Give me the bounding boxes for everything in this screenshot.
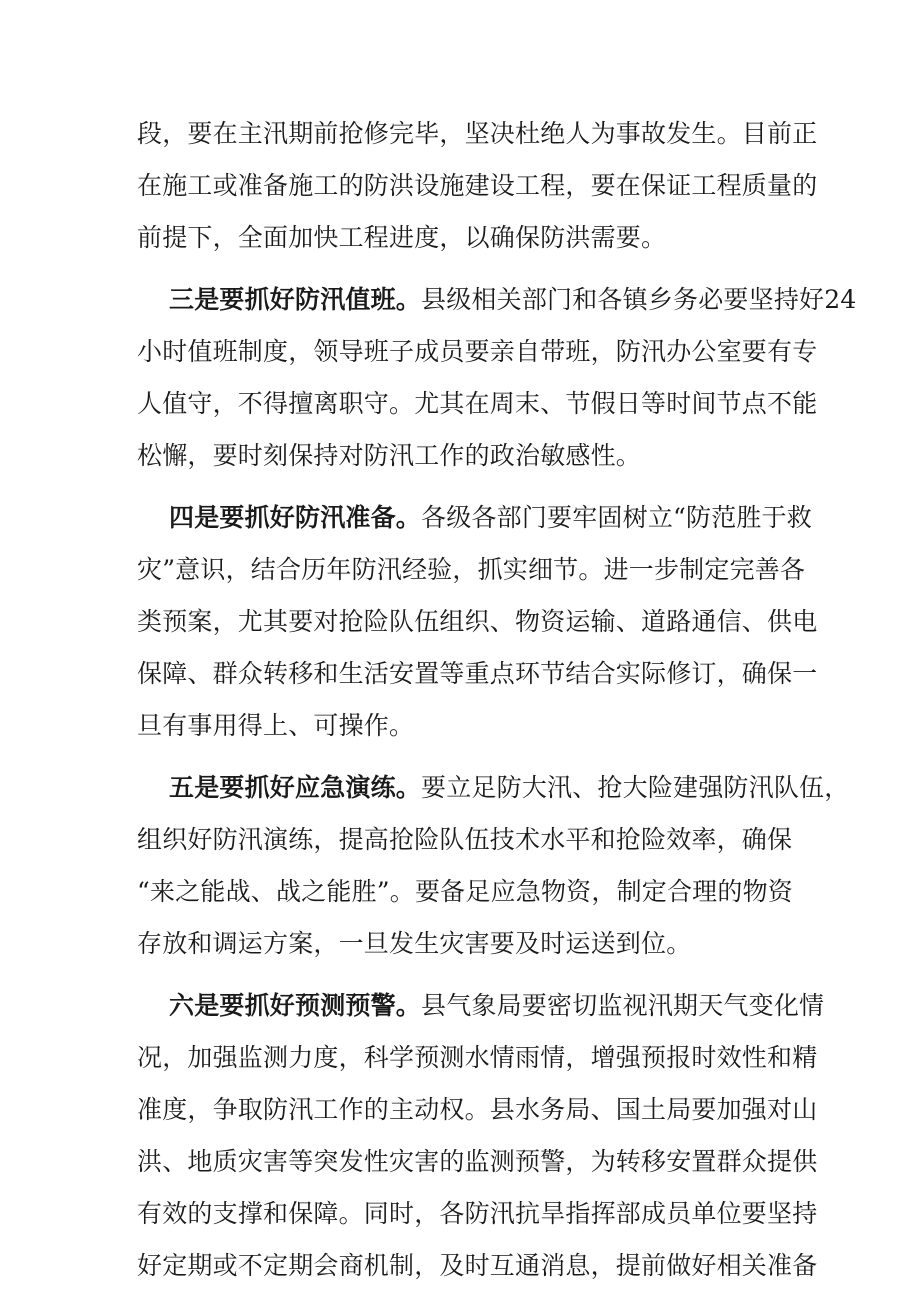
text-line: “来之能战、战之能胜”。要备足应急物资，制定合理的物资 <box>137 877 793 906</box>
paragraph <box>137 762 850 970</box>
text-line: 小时值班制度，领导班子成员要亲自带班，防汛办公室要有专 <box>137 337 818 366</box>
document-page <box>137 108 857 1292</box>
text-line: 况，加强监测力度，科学预测水情雨情，增强预报时效性和精 <box>137 1043 818 1072</box>
text-line: 存放和调运方案，一旦发生灾害要及时运送到位。 <box>137 929 692 958</box>
paragraph-lead: 四是要抓好防汛准备。 <box>169 503 422 532</box>
text-line: 组织好防汛演练，提高抢险队伍技术水平和抢险效率，确保 <box>137 825 793 854</box>
paragraph-lead: 三是要抓好防汛值班。 <box>169 285 422 314</box>
text-line: 松懈，要时刻保持对防汛工作的政治敏感性。 <box>137 441 642 470</box>
paragraph-lead: 五是要抓好应急演练。 <box>169 773 422 802</box>
text-span: 要立足防大汛、抢大险建强防汛队伍， <box>421 773 850 802</box>
text-line: 洪、地质灾害等突发性灾害的监测预警，为转移安置群众提供 <box>137 1147 818 1176</box>
text-span: 各级各部门要牢固树立“防范胜于救 <box>421 503 812 532</box>
text-line: 有效的支撑和保障。同时，各防汛抗旱指挥部成员单位要坚持 <box>137 1199 818 1228</box>
text-span: 县气象局要密切监视汛期天气变化情 <box>421 991 825 1020</box>
text-span: 县级相关部门和各镇乡务必要坚持好24 <box>421 285 857 314</box>
paragraph <box>137 980 825 1292</box>
paragraph <box>137 274 857 482</box>
text-line: 灾”意识，结合历年防汛经验，抓实细节。进一步制定完善各 <box>137 555 806 584</box>
text-line: 准度，争取防汛工作的主动权。县水务局、国土局要加强对山 <box>137 1095 818 1124</box>
paragraph-lead: 六是要抓好预测预警。 <box>169 991 422 1020</box>
text-line: 段，要在主汛期前抢修完毕，坚决杜绝人为事故发生。目前正 <box>137 119 818 148</box>
text-line <box>137 492 812 544</box>
text-line: 在施工或准备施工的防洪设施建设工程，要在保证工程质量的 <box>137 171 818 200</box>
text-line: 人值守，不得擅离职守。尤其在周末、节假日等时间节点不能 <box>137 389 818 418</box>
text-line: 前提下，全面加快工程进度，以确保防洪需要。 <box>137 223 667 252</box>
text-line: 旦有事用得上、可操作。 <box>137 711 415 740</box>
text-line <box>137 762 850 814</box>
text-line: 好定期或不定期会商机制，及时互通消息，提前做好相关准备 <box>137 1251 818 1280</box>
text-line <box>137 980 825 1032</box>
paragraph <box>137 492 818 752</box>
text-line: 保障、群众转移和生活安置等重点环节结合实际修订，确保一 <box>137 659 818 688</box>
text-line <box>137 274 857 326</box>
paragraph <box>137 108 818 264</box>
text-line: 类预案，尤其要对抢险队伍组织、物资运输、道路通信、供电 <box>137 607 818 636</box>
